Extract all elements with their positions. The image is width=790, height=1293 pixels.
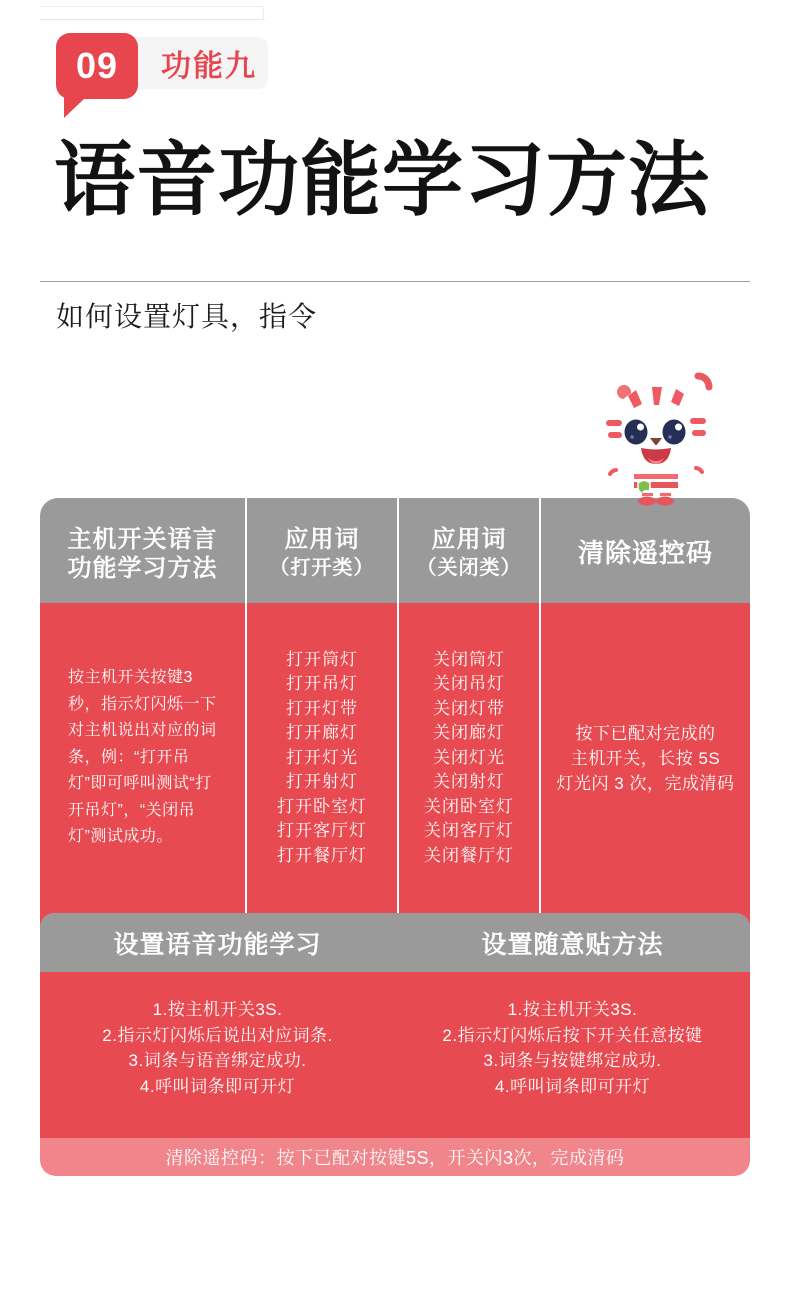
close-command-item: 关闭筒灯: [433, 649, 505, 669]
header-line: 应用词: [284, 525, 360, 553]
setup-step: 4.呼叫词条即可开灯: [494, 1076, 651, 1096]
setup-step: 3.词条与语音绑定成功.: [128, 1051, 307, 1070]
close-command-item: 关闭客厅灯: [424, 821, 514, 841]
previous-section-fragment-line: [40, 19, 265, 20]
open-command-item: 打开灯光: [286, 747, 358, 767]
clear-code-line: 主机开关，长按 5S: [570, 748, 721, 768]
setup-section: [40, 913, 750, 1176]
open-command-item: 打开筒灯: [286, 649, 358, 669]
open-command-item: 打开客厅灯: [277, 821, 367, 841]
close-command-item: 关闭廊灯: [433, 723, 505, 743]
setup-steps-area: [40, 972, 750, 1138]
setup-header-band: [40, 913, 750, 972]
close-command-item: 关闭吊灯: [433, 674, 505, 694]
page-subtitle: 如何设置灯具，指令: [56, 301, 318, 332]
setup-left-title: 设置语音功能学习: [113, 930, 322, 959]
close-command-item: 关闭餐厅灯: [424, 845, 514, 865]
clear-code-note-text: 清除遥控码：按下已配对按键5S，开关闪3次，完成清码: [165, 1148, 625, 1168]
header-clear-code: [541, 498, 750, 603]
open-command-item: 打开灯带: [286, 698, 358, 718]
table-body-row: [40, 603, 750, 913]
setup-right-title: 设置随意贴方法: [481, 930, 664, 959]
clear-code-line: 按下已配对完成的: [575, 723, 716, 743]
previous-section-fragment-line: [40, 6, 264, 7]
page-title: 语音功能学习方法: [54, 136, 711, 226]
header-close-words: [399, 498, 539, 603]
learn-method-text: 按主机开关按键3秒，指示灯闪烁一下对主机说出对应的词条，例：“打开吊灯”即可呼叫测试“打开吊灯”，“关闭吊灯”测试成功。: [68, 669, 217, 846]
cell-learn-method: [40, 603, 245, 913]
setup-step: 1.按主机开关3S.: [507, 1000, 638, 1019]
cell-close-commands: [399, 603, 539, 913]
setup-left-steps: [40, 972, 395, 1138]
speech-bubble-tail: [64, 97, 86, 118]
tiger-mascot-icon: [586, 370, 728, 506]
open-command-item: 打开廊灯: [286, 723, 358, 743]
setup-step: 2.指示灯闪烁后说出对应词条.: [102, 1025, 333, 1045]
open-command-item: 打开卧室灯: [277, 796, 367, 816]
feature-number-badge: [56, 33, 138, 99]
setup-step: 3.词条与按键绑定成功.: [483, 1051, 662, 1070]
close-command-item: 关闭灯带: [433, 698, 505, 718]
header-line: 功能学习方法: [67, 554, 218, 582]
clear-code-line: 灯光闪 3 次，完成清码: [556, 773, 735, 793]
header-line: 清除遥控码: [577, 538, 713, 568]
setup-step: 4.呼叫词条即可开灯: [139, 1076, 296, 1096]
setup-step: 2.指示灯闪烁后按下开关任意按键: [442, 1025, 703, 1045]
setup-step: 1.按主机开关3S.: [152, 1000, 283, 1019]
table-header-row: [40, 498, 750, 603]
header-learn-method: [40, 498, 245, 603]
voice-command-table: [40, 498, 750, 913]
feature-label: 功能九: [161, 50, 257, 83]
close-command-item: 关闭卧室灯: [424, 796, 514, 816]
clear-code-note-bar: [40, 1138, 750, 1176]
previous-section-fragment-line: [263, 6, 264, 20]
open-command-item: 打开餐厅灯: [277, 845, 367, 865]
feature-number: 09: [75, 45, 119, 86]
header-line: 主机开关语言: [67, 525, 218, 553]
open-command-item: 打开吊灯: [286, 674, 358, 694]
header-line: （关闭类）: [416, 556, 522, 579]
header-line: （打开类）: [269, 556, 375, 579]
divider-line: [40, 281, 750, 282]
setup-right-steps: [395, 972, 750, 1138]
header-line: 应用词: [431, 525, 507, 553]
open-command-item: 打开射灯: [286, 772, 358, 792]
close-command-item: 关闭灯光: [433, 747, 505, 767]
header-open-words: [247, 498, 397, 603]
close-command-item: 关闭射灯: [433, 772, 505, 792]
cell-clear-code: [541, 603, 750, 913]
cell-open-commands: [247, 603, 397, 913]
